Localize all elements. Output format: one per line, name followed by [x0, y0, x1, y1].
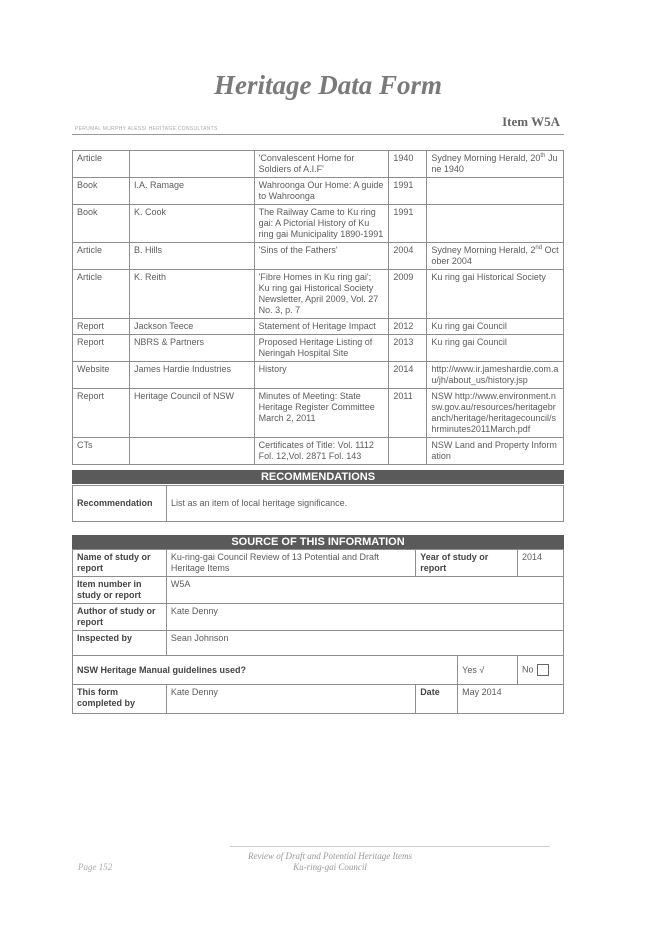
footer-text	[180, 851, 480, 873]
reference-author: NBRS & Partners	[129, 335, 254, 362]
source-table	[72, 549, 564, 714]
reference-type: CTs	[73, 438, 130, 465]
reference-source-text: NSW http://www.environment.nsw.gov.au/resources/heritagebranch/heritage/heritagecouncil/shrminutes2011March.pdf	[431, 391, 556, 434]
reference-year: 1940	[389, 151, 427, 178]
reference-year: 2011	[389, 389, 427, 438]
reference-row	[73, 270, 564, 319]
reference-title: 'Convalescent Home for Soldiers of A.I.F'	[254, 151, 389, 178]
item-id: Item W5A	[502, 114, 560, 129]
reference-source-text: Ku ring gai Historical Society	[431, 272, 546, 282]
reference-source	[427, 362, 564, 389]
reference-author: Jackson Teece	[129, 319, 254, 335]
recommendation-label: Recommendation	[73, 486, 167, 522]
references-table	[72, 150, 564, 465]
reference-source	[427, 319, 564, 335]
reference-source	[427, 178, 564, 205]
reference-row	[73, 319, 564, 335]
reference-type: Article	[73, 151, 130, 178]
reference-source	[427, 151, 564, 178]
reference-row	[73, 243, 564, 270]
reference-row	[73, 151, 564, 178]
firm-name: PERUMAL MURPHY ALESSI HERITAGE CONSULTANTS	[75, 126, 218, 132]
reference-source	[427, 243, 564, 270]
date-label: Date	[416, 685, 458, 714]
reference-author	[129, 151, 254, 178]
source-heading: SOURCE OF THIS INFORMATION	[72, 535, 564, 549]
reference-source-text: Sydney Morning Herald, 2	[431, 245, 536, 255]
footer-rule	[230, 846, 550, 847]
reference-source	[427, 270, 564, 319]
reference-source-text: Ku ring gai Council	[431, 337, 507, 347]
reference-year: 2013	[389, 335, 427, 362]
year-label: Year of study or report	[416, 550, 518, 577]
recommendation-row	[73, 486, 564, 522]
inspected-label: Inspected by	[73, 631, 167, 656]
reference-author: Heritage Council of NSW	[129, 389, 254, 438]
reference-source-text: Ku ring gai Council	[431, 321, 507, 331]
reference-type: Book	[73, 205, 130, 243]
reference-author	[129, 438, 254, 465]
study-row	[73, 550, 564, 577]
reference-row	[73, 438, 564, 465]
inspected-row	[73, 631, 564, 656]
no-label: No	[522, 664, 534, 675]
reference-source	[427, 438, 564, 465]
page-number: Page 152	[78, 862, 113, 872]
reference-type: Book	[73, 178, 130, 205]
guidelines-yes[interactable]: Yes √	[458, 656, 518, 685]
reference-row	[73, 178, 564, 205]
reference-title: 'Sins of the Fathers'	[254, 243, 389, 270]
reference-type: Article	[73, 270, 130, 319]
reference-source-sup: nd	[535, 245, 543, 251]
reference-author: I.A. Ramage	[129, 178, 254, 205]
guidelines-row	[73, 656, 564, 685]
reference-title: The Railway Came to Ku ring gai: A Pictorial History of Ku ring gai Municipality 1890-1991	[254, 205, 389, 243]
reference-author: K. Reith	[129, 270, 254, 319]
reference-title: Minutes of Meeting: State Heritage Register Committee March 2, 2011	[254, 389, 389, 438]
reference-author: James Hardie Industries	[129, 362, 254, 389]
reference-type: Report	[73, 389, 130, 438]
reference-row	[73, 362, 564, 389]
author-row	[73, 604, 564, 631]
reference-type: Website	[73, 362, 130, 389]
no-checkbox[interactable]	[537, 664, 549, 676]
recommendations-heading: RECOMMENDATIONS	[72, 470, 564, 484]
recommendation-value: List as an item of local heritage significance.	[167, 486, 564, 522]
guidelines-label: NSW Heritage Manual guidelines used?	[73, 656, 458, 685]
reference-source-text: Sydney Morning Herald, 20	[431, 153, 541, 163]
reference-year: 1991	[389, 178, 427, 205]
header-rule	[72, 134, 564, 135]
reference-type: Article	[73, 243, 130, 270]
reference-row	[73, 335, 564, 362]
year-value: 2014	[518, 550, 564, 577]
reference-type: Report	[73, 319, 130, 335]
reference-source	[427, 335, 564, 362]
reference-type: Report	[73, 335, 130, 362]
footer-line-1: Review of Draft and Potential Heritage Items	[248, 851, 412, 861]
inspected-value: Sean Johnson	[166, 631, 563, 656]
reference-row	[73, 389, 564, 438]
reference-year: 2004	[389, 243, 427, 270]
form-title: Heritage Data Form	[214, 70, 442, 100]
reference-year: 2014	[389, 362, 427, 389]
reference-title: History	[254, 362, 389, 389]
reference-source-rest: October 2004	[431, 245, 559, 266]
date-value: May 2014	[458, 685, 564, 714]
reference-source-rest: June 1940	[431, 153, 558, 174]
reference-title: Certificates of Title: Vol. 1112 Fol. 12,Vol. 2871 Fol. 143	[254, 438, 389, 465]
reference-author: K. Cook	[129, 205, 254, 243]
recommendations-table	[72, 485, 564, 522]
author-label: Author of study or report	[73, 604, 167, 631]
reference-year	[389, 438, 427, 465]
completed-row	[73, 685, 564, 714]
item-number-row	[73, 577, 564, 604]
reference-title: Statement of Heritage Impact	[254, 319, 389, 335]
reference-year: 1991	[389, 205, 427, 243]
guidelines-no[interactable]	[518, 656, 564, 685]
reference-title: Proposed Heritage Listing of Neringah Hospital Site	[254, 335, 389, 362]
completed-label: This form completed by	[73, 685, 167, 714]
item-number-value: W5A	[166, 577, 563, 604]
item-number-label: Item number in study or report	[73, 577, 167, 604]
reference-source-sup: th	[540, 153, 546, 159]
reference-source	[427, 205, 564, 243]
reference-year: 2009	[389, 270, 427, 319]
reference-source-text: http://www.ir.jameshardie.com.au/jh/about_us/history.jsp	[431, 364, 559, 385]
reference-row	[73, 205, 564, 243]
reference-source	[427, 389, 564, 438]
completed-value: Kate Denny	[166, 685, 415, 714]
reference-title: 'Fibre Homes in Ku ring gai'; Ku ring gai Historical Society Newsletter, April 2009, Vol. 27 No. 3, p. 7	[254, 270, 389, 319]
reference-source-text: NSW Land and Property Information	[431, 440, 557, 461]
footer-line-2: Ku-ring-gai Council	[293, 862, 367, 872]
reference-title: Wahroonga Our Home: A guide to Wahroonga	[254, 178, 389, 205]
author-value: Kate Denny	[166, 604, 563, 631]
study-value: Ku-ring-gai Council Review of 13 Potential and Draft Heritage Items	[166, 550, 415, 577]
reference-year: 2012	[389, 319, 427, 335]
study-label: Name of study or report	[73, 550, 167, 577]
reference-author: B. Hills	[129, 243, 254, 270]
